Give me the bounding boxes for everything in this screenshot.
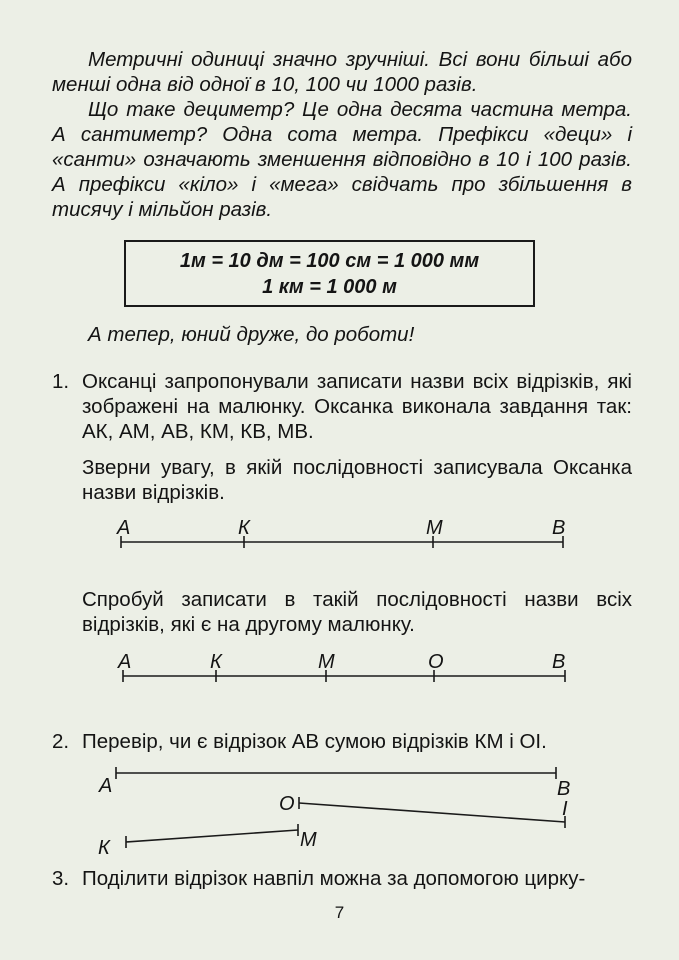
label-i: І [562, 798, 568, 820]
figure-2-label-a: А [118, 651, 132, 673]
formula-line-1: 1м = 10 дм = 100 см = 1 000 мм [179, 250, 480, 272]
page-number: 7 [334, 903, 345, 922]
label-k: К [98, 837, 110, 859]
figure-1-label-m: М [426, 517, 443, 539]
task2-text: Перевір, чи є відрізок АВ сумою відрізків КМ і ОІ. [82, 730, 547, 753]
figure-2-segment [117, 651, 565, 682]
figure-1-label-a: А [117, 517, 131, 539]
figure-2-label-b: В [552, 651, 566, 673]
task2-number: 2. [52, 730, 70, 753]
task1-number: 1. [52, 370, 70, 393]
formula-line-2: 1 км = 1 000 м [262, 276, 397, 298]
task2-figure [98, 767, 570, 859]
label-a: А [99, 775, 113, 797]
figure-2-label-m: М [318, 651, 335, 673]
task1-statement: Оксанці запропонували записати назви всіх відрізків, які зображені на малюнку. Оксанка виконала завдання так: АК, АМ, АВ, КМ, КВ, МВ. [82, 370, 632, 443]
label-o: О [279, 793, 295, 815]
segment-oi [299, 803, 565, 822]
figure-2-label-k: К [210, 651, 222, 673]
task3-text: Поділити відрізок навпіл можна за допомогою цирку- [82, 867, 586, 890]
label-m: М [300, 829, 317, 851]
task3-number: 3. [52, 867, 70, 890]
figure-1-label-k: К [238, 517, 250, 539]
intro-paragraph-1: Метричні одиниці значно зручніші. Всі вони більші або менші одна від одної в 10, 100 чи 1000 разів. [52, 48, 632, 96]
task1-instruction: Спробуй записати в такій послідовності назви всіх відрізків, які є на другому малюнку. [82, 588, 632, 636]
label-b: В [557, 778, 571, 800]
figure-1-segment [116, 517, 565, 548]
call-to-action: А тепер, юний друже, до роботи! [88, 323, 415, 346]
figure-1-label-b: В [552, 517, 566, 539]
intro-paragraph-2: Що таке дециметр? Це одна десята частина метра. А сантиметр? Одна сота метра. Префікси «деци» і «санти» означають зменшення відповідно в 10 і 100 разів. А префікси «кіло» і «мега» свідчать про збільшення в тисячу і мільйон разів. [52, 98, 632, 221]
task1-note: Зверни увагу, в якій послідовності записувала Оксанка назви відрізків. [82, 456, 632, 504]
figure-2-label-o: О [428, 651, 444, 673]
segment-km [126, 830, 298, 842]
